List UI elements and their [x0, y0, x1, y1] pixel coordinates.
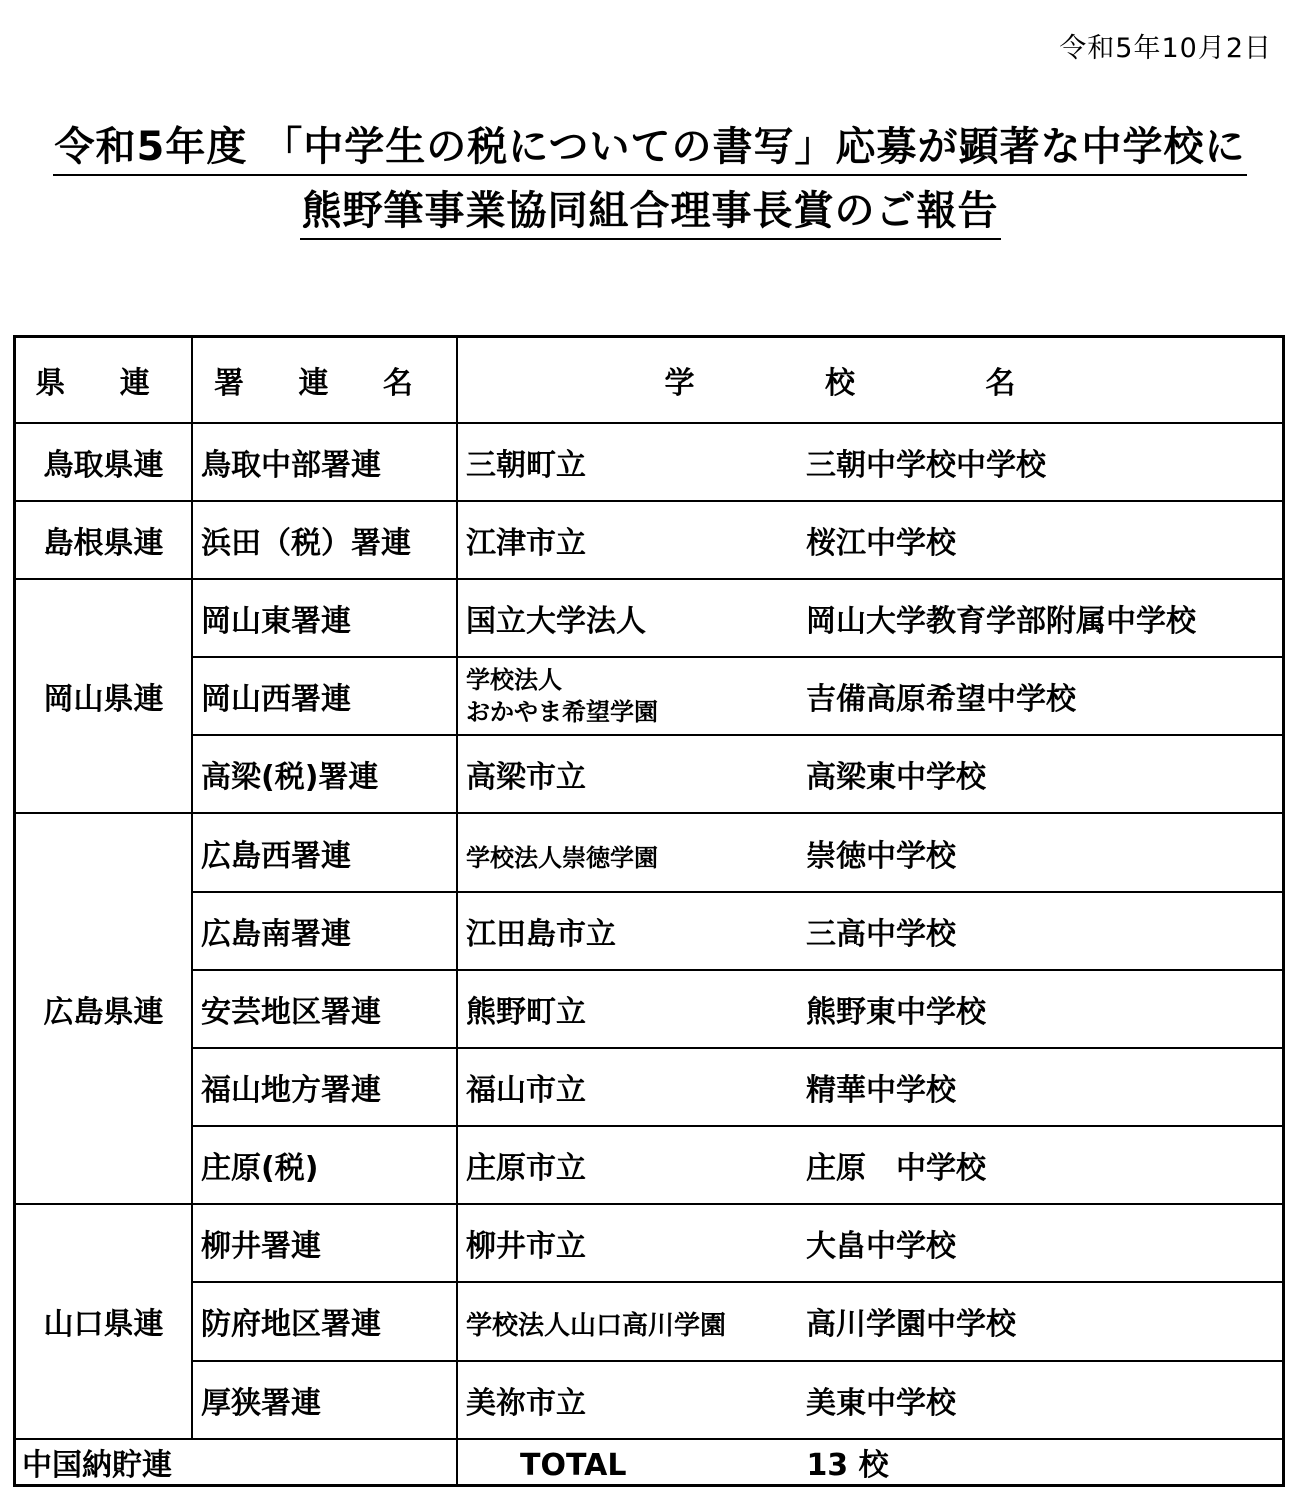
school-name: 三朝中学校中学校	[806, 447, 1046, 483]
school-name: 岡山大学教育学部附属中学校	[806, 604, 1196, 640]
school-name: 美東中学校	[806, 1385, 956, 1421]
office-cell: 岡山西署連	[192, 657, 457, 735]
office-cell: 広島南署連	[192, 892, 457, 970]
school-name: 崇徳中学校	[806, 838, 956, 874]
total-unit: 校	[858, 1447, 889, 1483]
school-org: 庄原市立	[466, 1151, 586, 1187]
school-cell	[457, 1126, 1284, 1204]
school-name: 庄原 中学校	[806, 1151, 986, 1187]
header-row	[15, 337, 1284, 423]
table-row	[15, 1204, 1284, 1282]
title-line-1: 令和5年度 「中学生の税についての書写」応募が顕著な中学校に	[53, 120, 1248, 176]
school-cell	[457, 501, 1284, 579]
header-pref: 県 連	[15, 337, 193, 423]
header-school: 学 校 名	[457, 337, 1284, 423]
table-row	[15, 1048, 1284, 1126]
table-row	[15, 657, 1284, 735]
school-cell	[457, 1361, 1284, 1439]
school-cell	[457, 970, 1284, 1048]
school-org: 美祢市立	[466, 1385, 586, 1421]
school-org: 江津市立	[466, 525, 586, 561]
table-row	[15, 970, 1284, 1048]
pref-cell: 岡山県連	[15, 579, 193, 813]
total-text: TOTAL	[520, 1447, 627, 1483]
office-cell: 庄原(税)	[192, 1126, 457, 1204]
school-cell	[457, 892, 1284, 970]
pref-cell: 島根県連	[15, 501, 193, 579]
office-cell: 広島西署連	[192, 813, 457, 891]
school-org: 学校法人 おかやま希望学園	[466, 666, 658, 727]
school-name: 精華中学校	[806, 1073, 956, 1109]
total-cell	[457, 1439, 1284, 1486]
table-row	[15, 813, 1284, 891]
school-cell	[457, 423, 1284, 501]
office-cell: 福山地方署連	[192, 1048, 457, 1126]
office-cell: 安芸地区署連	[192, 970, 457, 1048]
school-cell	[457, 1204, 1284, 1282]
office-cell: 厚狭署連	[192, 1361, 457, 1439]
school-cell	[457, 735, 1284, 813]
office-cell: 高梁(税)署連	[192, 735, 457, 813]
school-name: 吉備高原希望中学校	[806, 682, 1076, 718]
table-row	[15, 423, 1284, 501]
school-org: 江田島市立	[466, 916, 616, 952]
school-cell	[457, 657, 1284, 735]
total-row	[15, 1439, 1284, 1486]
school-org: 福山市立	[466, 1073, 586, 1109]
table-row	[15, 579, 1284, 657]
school-org: 熊野町立	[466, 994, 586, 1030]
school-name: 高梁東中学校	[806, 760, 986, 796]
school-cell	[457, 579, 1284, 657]
table-row	[15, 1361, 1284, 1439]
school-org: 高梁市立	[466, 760, 586, 796]
school-org: 学校法人山口高川学園	[466, 1311, 727, 1342]
document-title	[0, 120, 1300, 240]
pref-cell: 山口県連	[15, 1204, 193, 1438]
school-name: 桜江中学校	[806, 525, 956, 561]
school-name: 熊野東中学校	[806, 994, 986, 1030]
school-org: 学校法人崇徳学園	[466, 843, 658, 872]
table-row	[15, 892, 1284, 970]
office-cell: 柳井署連	[192, 1204, 457, 1282]
school-org: 国立大学法人	[466, 604, 646, 640]
title-line-2: 熊野筆事業協同組合理事長賞のご報告	[300, 184, 1001, 240]
table-row	[15, 501, 1284, 579]
total-label: 中国納貯連	[15, 1439, 458, 1486]
total-count: 13	[806, 1447, 849, 1483]
table-row	[15, 1126, 1284, 1204]
header-office: 署 連 名	[192, 337, 457, 423]
office-cell: 防府地区署連	[192, 1282, 457, 1360]
table-row	[15, 1282, 1284, 1360]
award-table	[13, 335, 1285, 1487]
school-name: 大畠中学校	[806, 1229, 956, 1265]
school-org: 柳井市立	[466, 1229, 586, 1265]
school-org: 三朝町立	[466, 447, 586, 483]
office-cell: 鳥取中部署連	[192, 423, 457, 501]
office-cell: 岡山東署連	[192, 579, 457, 657]
pref-cell: 広島県連	[15, 813, 193, 1204]
document-date: 令和5年10月2日	[1059, 33, 1272, 64]
office-cell: 浜田（税）署連	[192, 501, 457, 579]
school-cell	[457, 1048, 1284, 1126]
school-cell	[457, 813, 1284, 891]
school-cell	[457, 1282, 1284, 1360]
school-name: 高川学園中学校	[806, 1307, 1016, 1343]
table-row	[15, 735, 1284, 813]
school-name: 三高中学校	[806, 916, 956, 952]
pref-cell: 鳥取県連	[15, 423, 193, 501]
